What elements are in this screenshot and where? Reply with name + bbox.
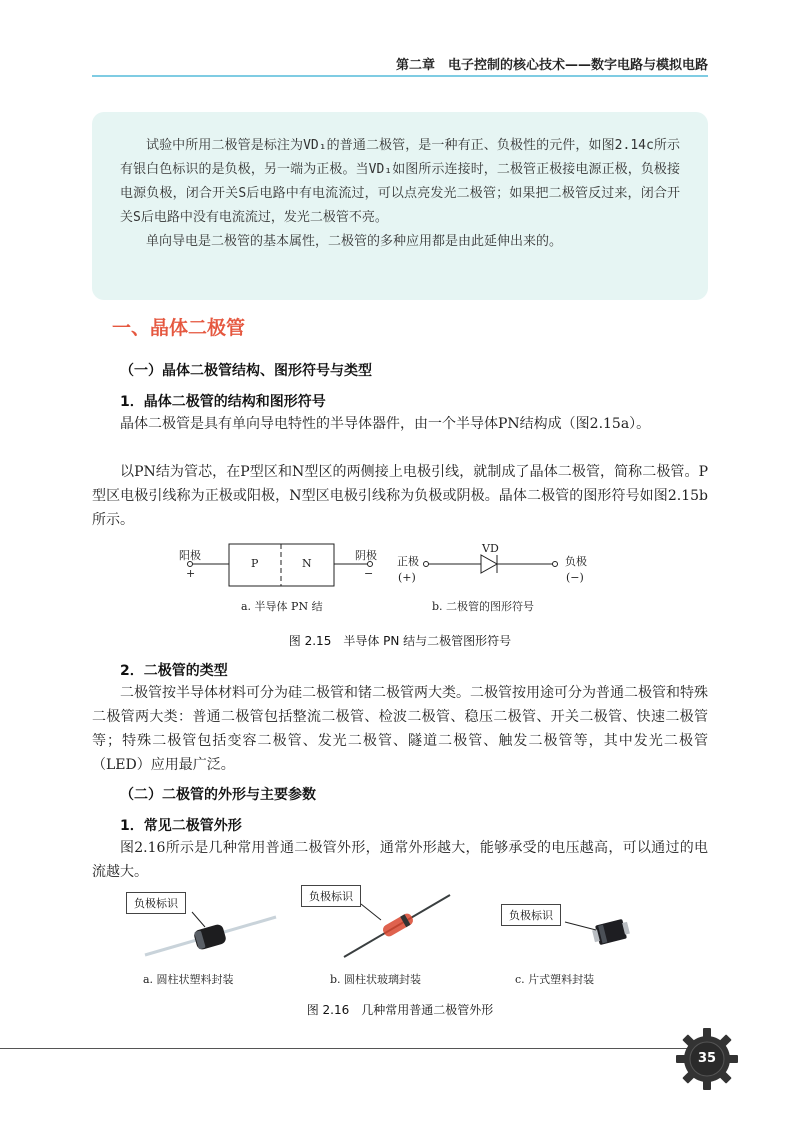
figure-2-15-caption: 图 2.15 半导体 PN 结与二极管图形符号 bbox=[288, 634, 512, 648]
figure-2-16c-caption: c. 片式塑料封装 bbox=[515, 973, 595, 986]
figure-2-15a-caption: a. 半导体 PN 结 bbox=[241, 600, 323, 613]
cathode-mark-label-b: 负极标识 bbox=[301, 885, 361, 907]
figure-2-16b-caption: b. 圆柱状玻璃封装 bbox=[330, 973, 422, 986]
p-region-label: P bbox=[251, 557, 259, 570]
paragraph-3: 二极管按半导体材料可分为硅二极管和锗二极管两大类。二极管按用途可分为普通二极管和特殊二极管两大类：普通二极管包括整流二极管、检波二极管、稳压二极管、开关二极管、快速二极管等；特殊二极管包括变容二极管、发光二极管、隧道二极管、触发二极管等，其中发光二极管（LED）应用最广泛。 bbox=[92, 685, 708, 773]
paragraph-4: 图2.16所示是几种常用普通二极管外形，通常外形越大，能够承受的电压越高，可以通过的电流越大。 bbox=[92, 840, 708, 880]
n-region-label: N bbox=[302, 557, 312, 570]
paragraph-1: 晶体二极管是具有单向导电特性的半导体器件，由一个半导体PN结构成（图2.15a）。 bbox=[120, 416, 651, 432]
negative-pole-label: 负极 bbox=[565, 555, 587, 568]
positive-sign: (+) bbox=[398, 571, 416, 584]
figure-2-16-caption: 图 2.16 几种常用普通二极管外形 bbox=[306, 1003, 494, 1017]
cathode-mark-label-a: 负极标识 bbox=[126, 892, 186, 914]
running-header: 第二章 电子控制的核心技术——数字电路与模拟电路 bbox=[395, 58, 708, 73]
figure-2-16a-caption: a. 圆柱状塑料封装 bbox=[143, 973, 234, 986]
negative-sign: (−) bbox=[566, 571, 584, 584]
footer-rule bbox=[0, 1048, 690, 1049]
plus-sign: + bbox=[186, 567, 196, 580]
paragraph-2: 以PN结为管芯，在P型区和N型区的两侧接上电极引线，就制成了晶体二极管，简称二极管。P型区电极引线称为正极或阳极，N型区电极引线称为负极或阴极。晶体二极管的图形符号如图2.15b所示。 bbox=[92, 464, 708, 528]
cathode-mark-label-c: 负极标识 bbox=[501, 904, 561, 926]
cathode-label: 阴极 bbox=[355, 549, 377, 562]
anode-label: 阳极 bbox=[179, 549, 201, 562]
item-title-3: 1．常见二极管外形 bbox=[120, 818, 242, 834]
subsection-title-2: （二）二极管的外形与主要参数 bbox=[120, 787, 316, 803]
page-number: 35 bbox=[697, 1051, 717, 1066]
item-title-2: 2．二极管的类型 bbox=[120, 663, 228, 679]
item-title-1: 1．晶体二极管的结构和图形符号 bbox=[120, 394, 326, 410]
note-paragraph-1: 试验中所用二极管是标注为VD₁的普通二极管，是一种有正、负极性的元件，如图2.14c所示有银白色标识的是负极，另一端为正极。当VD₁如图所示连接时，二极管正极接电源正极，负极接电源负极，闭合开关S后电路中有电流流过，可以点亮发光二极管；如果把二极管反过来，闭合开关S后电路中没有电流流过，发光二极管不亮。 bbox=[120, 138, 680, 225]
minus-sign: − bbox=[364, 567, 374, 580]
section-title: 一、晶体二极管 bbox=[112, 317, 246, 339]
note-paragraph-2: 单向导电是二极管的基本属性，二极管的多种应用都是由此延伸出来的。 bbox=[146, 234, 563, 249]
subsection-title-1: （一）晶体二极管结构、图形符号与类型 bbox=[120, 363, 372, 379]
vd-label: VD bbox=[482, 542, 499, 555]
positive-pole-label: 正极 bbox=[397, 555, 419, 568]
figure-2-15b-caption: b. 二极管的图形符号 bbox=[432, 600, 535, 613]
